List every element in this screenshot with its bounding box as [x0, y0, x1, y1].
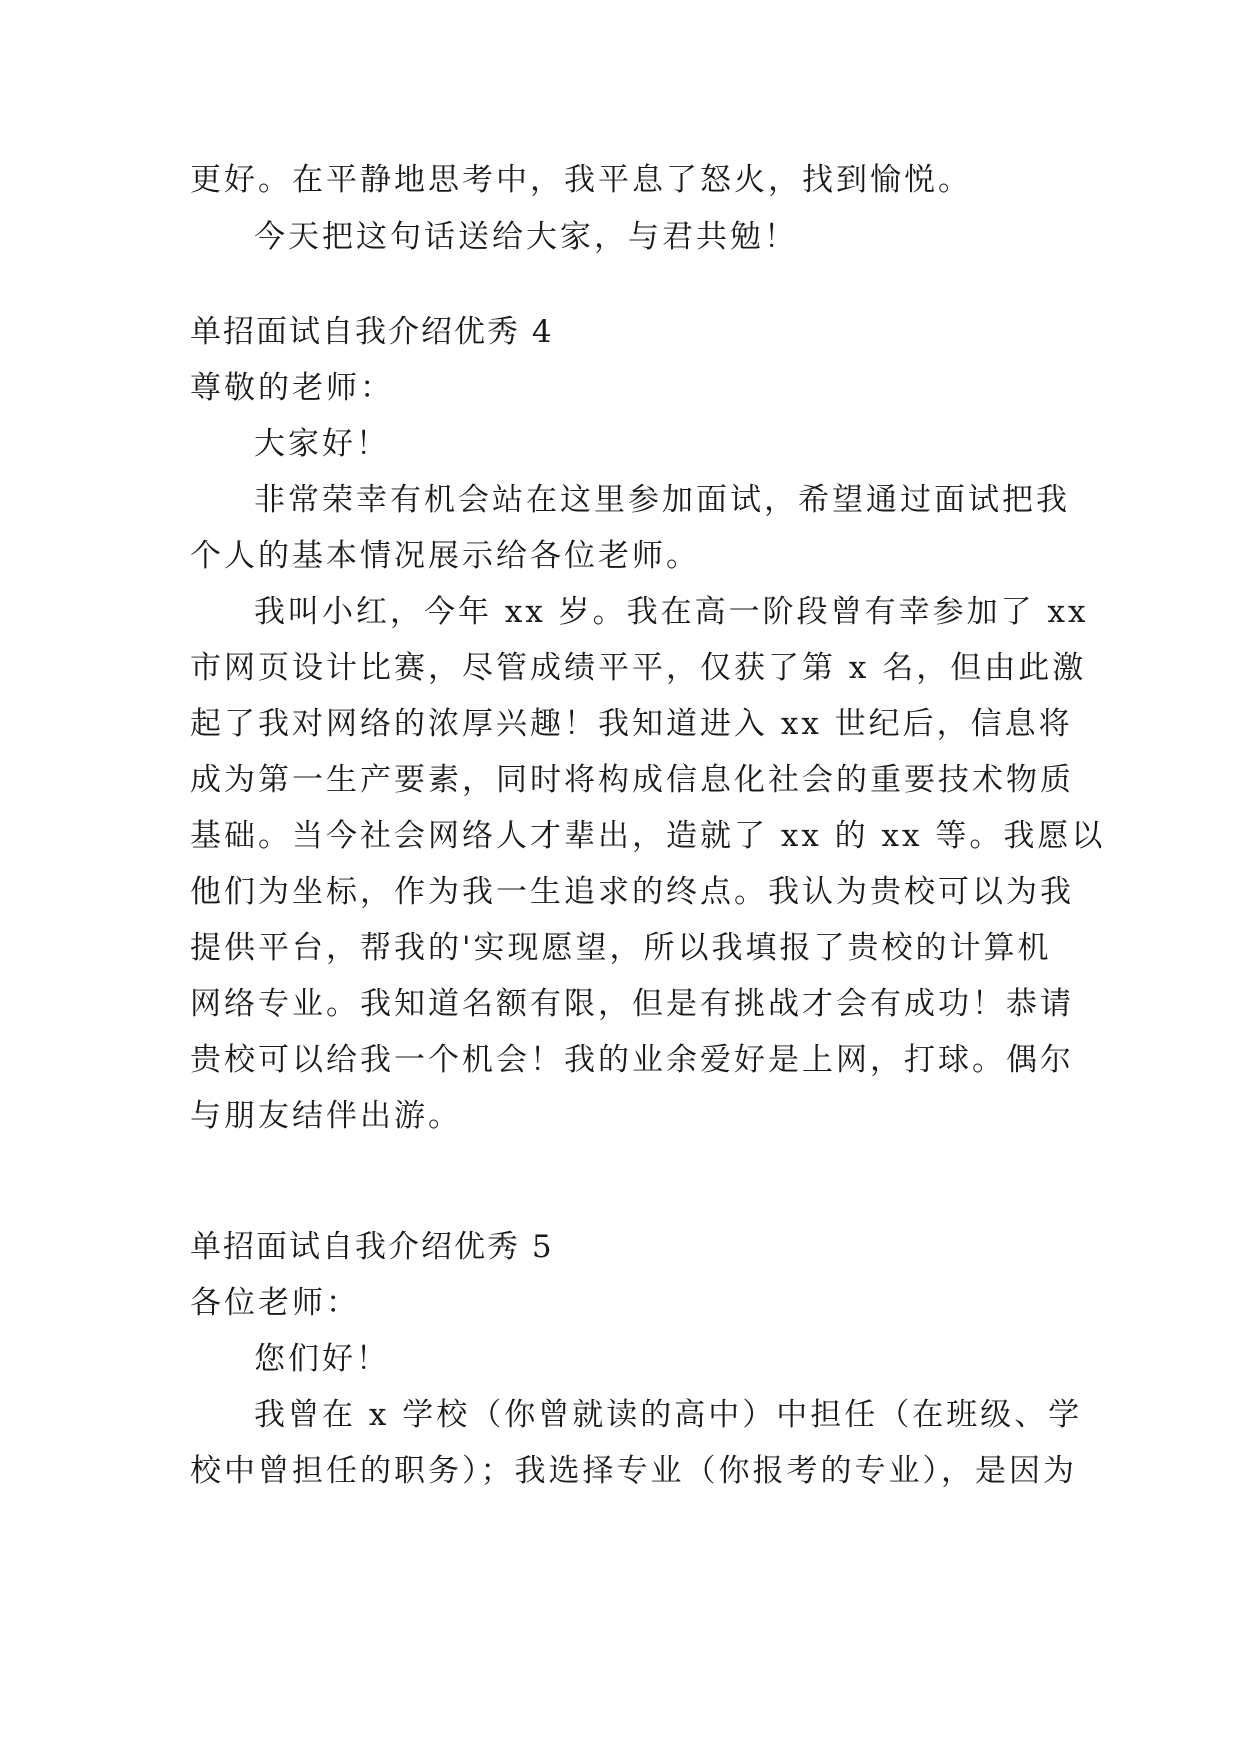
section-heading: 单招面试自我介绍优秀 4	[190, 314, 554, 350]
paragraph-line: 校中曾担任的职务）；我选择专业（你报考的专业），是因为	[190, 1453, 1077, 1489]
greeting: 您们好！	[254, 1341, 390, 1377]
salutation: 各位老师：	[190, 1285, 360, 1321]
greeting: 大家好！	[254, 426, 390, 462]
paragraph-line: 提供平台，帮我的'实现愿望，所以我填报了贵校的计算机	[190, 930, 1052, 966]
paragraph-line: 个人的基本情况展示给各位老师。	[190, 538, 700, 574]
paragraph-line: 基础。当今社会网络人才辈出，造就了 xx 的 xx 等。我愿以	[190, 818, 1106, 854]
paragraph-line: 更好。在平静地思考中，我平息了怒火，找到愉悦。	[190, 162, 972, 198]
paragraph-line: 与朋友结伴出游。	[190, 1098, 462, 1134]
paragraph-line: 贵校可以给我一个机会！我的业余爱好是上网，打球。偶尔	[190, 1042, 1074, 1078]
paragraph-line: 起了我对网络的浓厚兴趣！我知道进入 xx 世纪后，信息将	[190, 706, 1073, 742]
paragraph-line: 他们为坐标，作为我一生追求的终点。我认为贵校可以为我	[190, 874, 1074, 910]
paragraph-line: 网络专业。我知道名额有限，但是有挑战才会有成功！恭请	[190, 986, 1074, 1022]
salutation: 尊敬的老师：	[190, 370, 394, 406]
paragraph-line: 成为第一生产要素，同时将构成信息化社会的重要技术物质	[190, 762, 1074, 798]
section-heading: 单招面试自我介绍优秀 5	[190, 1229, 554, 1265]
paragraph-line: 我叫小红，今年 xx 岁。我在高一阶段曾有幸参加了 xx	[254, 594, 1089, 630]
paragraph-line: 今天把这句话送给大家，与君共勉！	[254, 219, 798, 255]
paragraph-line: 我曾在 x 学校（你曾就读的高中）中担任（在班级、学	[254, 1397, 1083, 1433]
paragraph-line: 非常荣幸有机会站在这里参加面试，希望通过面试把我	[254, 482, 1070, 518]
paragraph-line: 市网页设计比赛，尽管成绩平平，仅获了第 x 名，但由此激	[190, 650, 1087, 686]
